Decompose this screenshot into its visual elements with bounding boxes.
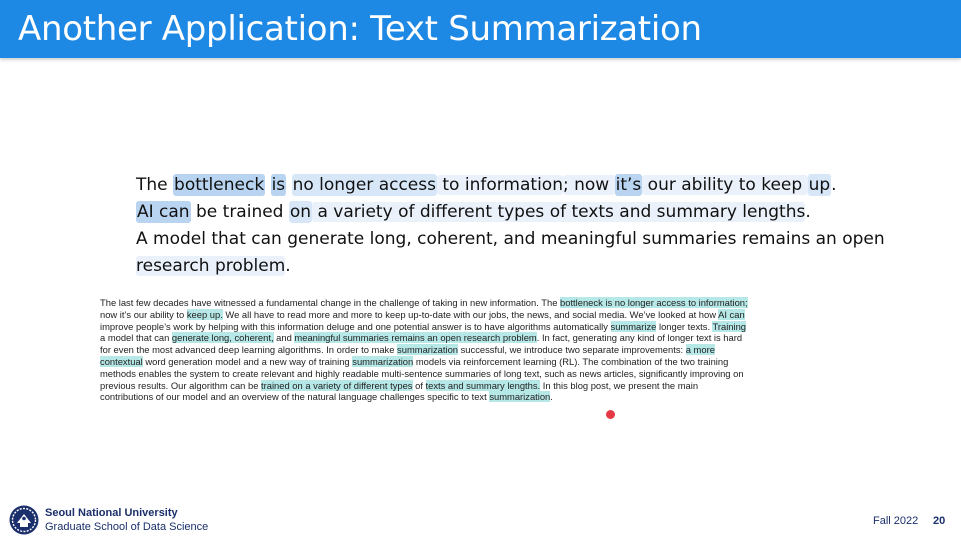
article-text: contributions of our model and an overview of the natural language challenges specific to text	[100, 391, 490, 403]
highlighted-word: AI can	[137, 202, 190, 222]
highlighted-word: it’s	[615, 175, 642, 195]
slide-title: Another Application: Text Summarization	[18, 9, 702, 49]
article-text: models via reinforcement learning (RL). The combination of the two training	[413, 355, 729, 367]
title-bar	[0, 0, 961, 58]
article-highlight: texts and summary lengths.	[425, 379, 541, 391]
summary-text: be trained	[190, 202, 289, 222]
summary-text	[286, 175, 291, 195]
article-line-4	[100, 332, 862, 344]
article-text: . In fact, generating any kind of longer text is hard	[536, 332, 743, 344]
summary-text: The	[136, 175, 174, 195]
snu-emblem-icon	[8, 504, 40, 536]
summary-text: .	[831, 175, 837, 195]
source-article	[100, 297, 862, 403]
article-text: methods enables the system to create relevant and highly readable multi-sentence summaries of long text, such as news articles, significantly improving on	[100, 367, 744, 379]
article-highlight: Training	[712, 320, 747, 332]
article-text: longer texts.	[656, 320, 713, 332]
article-line-1	[100, 297, 862, 309]
article-text: for even the most advanced deep learning algorithms. In order to make	[100, 344, 398, 356]
summary-text: .	[285, 256, 291, 276]
page-number: 20	[933, 515, 946, 527]
article-highlight: bottleneck is no longer access to information;	[560, 297, 748, 308]
article-highlight: AI can	[718, 308, 745, 320]
highlighted-word: to information	[436, 175, 563, 195]
summary-line-4	[136, 253, 866, 280]
article-highlight: a more	[685, 344, 715, 356]
laser-pointer-dot	[606, 410, 615, 419]
article-highlight: summarization	[397, 344, 459, 356]
summary-line-2	[136, 199, 866, 226]
article-line-8	[100, 380, 862, 392]
article-line-7	[100, 368, 862, 380]
highlighted-word: no longer access	[292, 175, 436, 195]
article-text: previous results. Our algorithm can be	[100, 379, 262, 391]
article-text: now it’s our ability to	[100, 308, 187, 320]
highlighted-word: on	[289, 202, 312, 222]
article-highlight: summarize	[610, 320, 657, 332]
article-line-9	[100, 391, 862, 403]
article-text: In this blog post, we present the main	[540, 379, 699, 391]
article-line-5	[100, 344, 862, 356]
article-text: .	[550, 391, 553, 403]
article-highlight: meaningful summaries remains an open research problem	[294, 332, 537, 344]
article-line-6	[100, 356, 862, 368]
article-text: a model that can	[100, 332, 172, 344]
highlighted-word: a variety of different types of texts and summary lengths	[312, 202, 806, 222]
article-highlight: summarization	[352, 355, 414, 367]
article-line-3	[100, 321, 862, 333]
attention-summary	[136, 172, 885, 280]
article-text: word generation model and a new way of training	[142, 355, 353, 367]
article-highlight: keep up.	[186, 308, 223, 320]
highlighted-word: is	[271, 175, 286, 195]
summary-text	[265, 175, 270, 195]
article-text: successful, we introduce two separate improvements:	[458, 344, 686, 356]
article-highlight: contextual	[100, 355, 143, 367]
article-highlight: summarization	[489, 391, 551, 403]
term-label: Fall 2022	[873, 515, 919, 527]
highlighted-word: up	[808, 175, 831, 195]
article-highlight: generate long, coherent,	[171, 332, 274, 344]
article-text: improve people’s work by helping with this information deluge and one potential answer is to have algorithms automatically	[100, 320, 611, 332]
article-text: and	[273, 332, 295, 344]
university-name: Seoul National University	[45, 507, 178, 519]
article-text: The last few decades have witnessed a fundamental change in the challenge of taking in new information. The	[100, 297, 561, 308]
highlighted-word: ; now	[562, 175, 615, 195]
article-text: of	[412, 379, 426, 391]
highlighted-word: our ability to keep	[642, 175, 808, 195]
highlighted-word: bottleneck	[174, 175, 265, 195]
summary-text: A model that can generate long, coherent, and meaningful summaries remains an open	[136, 229, 885, 249]
school-name: Graduate School of Data Science	[45, 521, 209, 533]
article-text: We all have to read more and more to keep up-to-date with our jobs, the news, and social media. We’ve looked at how	[222, 308, 719, 320]
summary-line-1	[136, 172, 866, 199]
article-highlight: trained on a variety of different types	[261, 379, 413, 391]
article-line-2	[100, 309, 862, 321]
highlighted-word: research problem	[136, 256, 286, 276]
summary-line-3	[136, 226, 885, 253]
summary-text: .	[805, 202, 811, 222]
